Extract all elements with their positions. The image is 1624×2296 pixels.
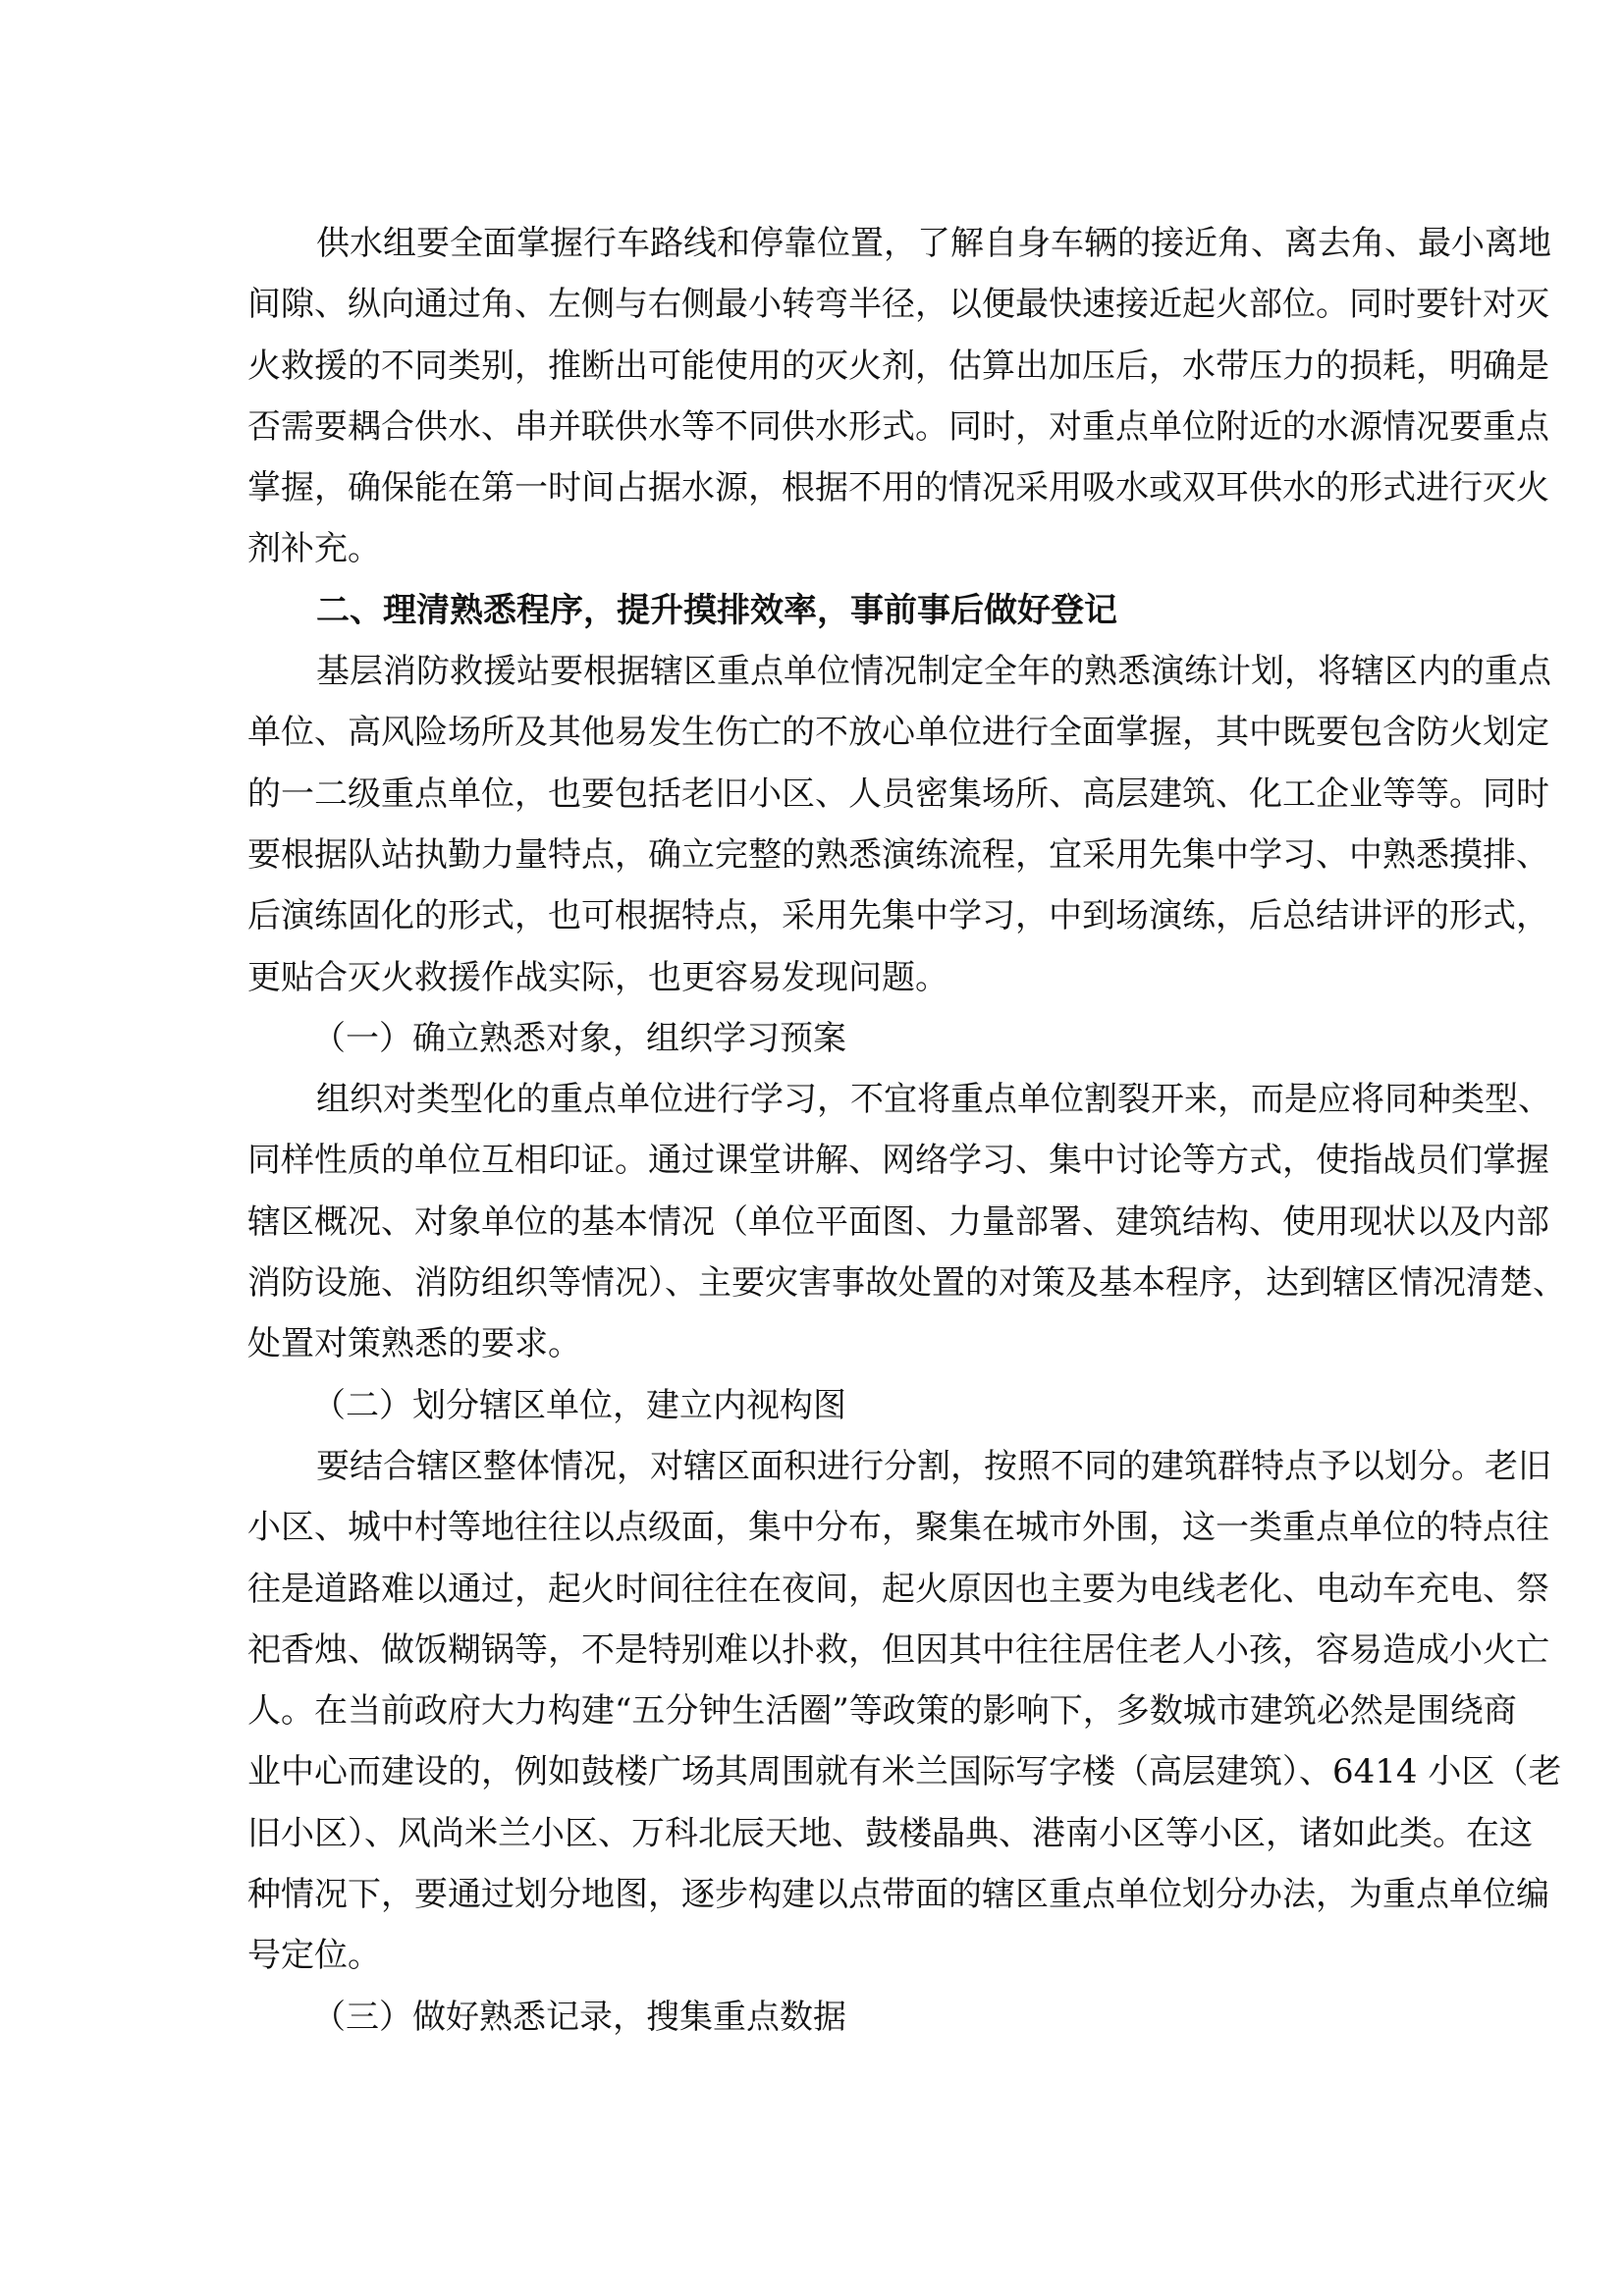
- paragraph-line: 单位、高风险场所及其他易发生伤亡的不放心单位进行全面掌握，其中既要包含防火划定: [247, 713, 1549, 753]
- paragraph-line: 号定位。: [247, 1936, 381, 1976]
- subsection-heading: （三）做好熟悉记录，搜集重点数据: [312, 1997, 846, 2037]
- paragraph-line: 祀香烛、做饭糊锅等，不是特别难以扑救，但因其中往往居住老人小孩，容易造成小火亡: [247, 1629, 1549, 1670]
- paragraph-line: 旧小区）、风尚米兰小区、万科北辰天地、鼓楼晶典、港南小区等小区，诸如此类。在这: [247, 1813, 1533, 1853]
- paragraph-line: 往是道路难以通过，起火时间往往在夜间，起火原因也主要为电线老化、电动车充电、祭: [247, 1569, 1549, 1609]
- paragraph-line: 消防设施、消防组织等情况）、主要灾害事故处置的对策及基本程序，达到辖区情况清楚、: [247, 1263, 1566, 1304]
- paragraph-line: 小区、城中村等地往往以点级面，集中分布，聚集在城市外围，这一类重点单位的特点往: [247, 1508, 1549, 1548]
- paragraph-line: 业中心而建设的，例如鼓楼广场其周围就有米兰国际写字楼（高层建筑）、6414 小区（老: [247, 1752, 1562, 1792]
- paragraph-line: 供水组要全面掌握行车路线和停靠位置，了解自身车辆的接近角、离去角、最小离地: [316, 224, 1551, 263]
- paragraph-line: 间隙、纵向通过角、左侧与右侧最小转弯半径，以便最快速接近起火部位。同时要针对灭: [247, 285, 1549, 325]
- paragraph-line: 掌握，确保能在第一时间占据水源，根据不用的情况采用吸水或双耳供水的形式进行灭火: [247, 468, 1549, 508]
- paragraph-line: 要根据队站执勤力量特点，确立完整的熟悉演练流程，宜采用先集中学习、中熟悉摸排、: [247, 834, 1549, 875]
- paragraph-line: 否需要耦合供水、串并联供水等不同供水形式。同时，对重点单位附近的水源情况要重点: [247, 406, 1549, 447]
- paragraph-line: 人。在当前政府大力构建“五分钟生活圈”等政策的影响下，多数城市建筑必然是围绕商: [247, 1691, 1517, 1732]
- paragraph-line: 辖区概况、对象单位的基本情况（单位平面图、力量部署、建筑结构、使用现状以及内部: [247, 1201, 1549, 1242]
- subsection-heading: （二）划分辖区单位，建立内视构图: [312, 1385, 846, 1425]
- paragraph-line: 火救援的不同类别，推断出可能使用的灭火剂，估算出加压后，水带压力的损耗，明确是: [247, 346, 1549, 386]
- paragraph-line: 基层消防救援站要根据辖区重点单位情况制定全年的熟悉演练计划，将辖区内的重点: [316, 652, 1551, 692]
- paragraph-line: 更贴合灭火救援作战实际，也更容易发现问题。: [247, 957, 948, 997]
- document-page: [247, 213, 1566, 2048]
- paragraph-line: 要结合辖区整体情况，对辖区面积进行分割，按照不同的建筑群特点予以划分。老旧: [316, 1446, 1551, 1486]
- paragraph-line: 处置对策熟悉的要求。: [247, 1324, 581, 1364]
- paragraph-line: 种情况下，要通过划分地图，逐步构建以点带面的辖区重点单位划分办法，为重点单位编: [247, 1875, 1549, 1915]
- paragraph-line: 同样性质的单位互相印证。通过课堂讲解、网络学习、集中讨论等方式，使指战员们掌握: [247, 1141, 1549, 1181]
- paragraph-line: 的一二级重点单位，也要包括老旧小区、人员密集场所、高层建筑、化工企业等等。同时: [247, 774, 1549, 814]
- paragraph-line: 剂补充。: [247, 529, 381, 569]
- subsection-heading: （一）确立熟悉对象，组织学习预案: [312, 1018, 846, 1058]
- paragraph-line: 后演练固化的形式，也可根据特点，采用先集中学习，中到场演练，后总结讲评的形式，: [247, 896, 1549, 936]
- section-heading: 二、理清熟悉程序，提升摸排效率，事前事后做好登记: [316, 590, 1117, 630]
- paragraph-line: 组织对类型化的重点单位进行学习，不宜将重点单位割裂开来，而是应将同种类型、: [316, 1080, 1551, 1120]
